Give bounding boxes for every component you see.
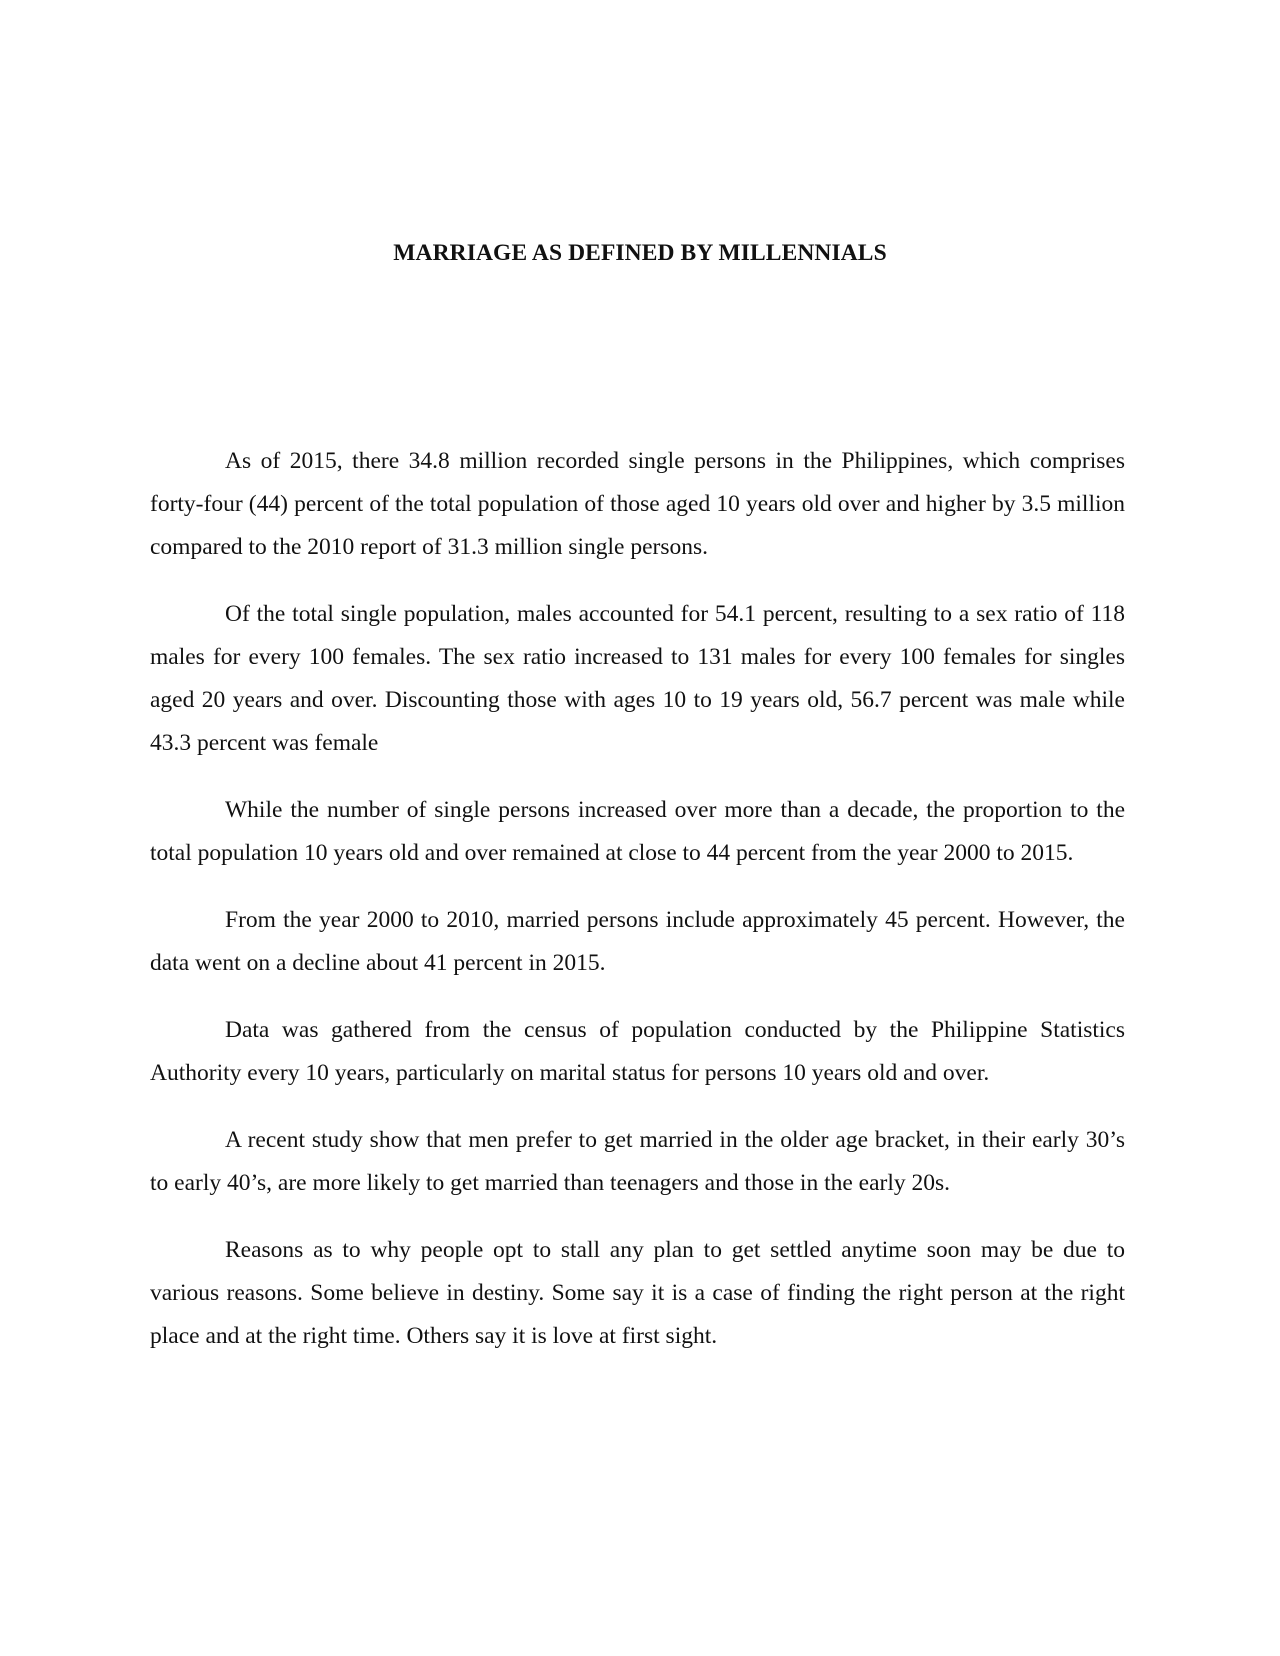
paragraph-single-persons-2015: As of 2015, there 34.8 million recorded single persons in the Philippines, which comprises forty-four (44) percent of the total population of those aged 10 years old over and higher by 3.5 million compared to the 2010 report of 31.3 million single persons. — [150, 448, 1125, 560]
document-body — [150, 440, 1125, 1382]
paragraph-proportion-trend: While the number of single persons increased over more than a decade, the proportion to the total population 10 years old and over remained at close to 44 percent from the year 2000 to 2015. — [150, 797, 1125, 866]
paragraph-sex-ratio: Of the total single population, males accounted for 54.1 percent, resulting to a sex ratio of 118 males for every 100 females. The sex ratio increased to 131 males for every 100 females for singles aged 20 years and over. Discounting those with ages 10 to 19 years old, 56.7 percent was male while 43.3 percent was female — [150, 601, 1125, 756]
paragraph-reasons: Reasons as to why people opt to stall any plan to get settled anytime soon may be due to various reasons. Some believe in destiny. Some say it is a case of finding the right person at the right place and at the right time. Others say it is love at first sight. — [150, 1237, 1125, 1349]
paragraph-data-source: Data was gathered from the census of population conducted by the Philippine Statistics Authority every 10 years, particularly on marital status for persons 10 years old and over. — [150, 1017, 1125, 1086]
paragraph-recent-study: A recent study show that men prefer to get married in the older age bracket, in their early 30’s to early 40’s, are more likely to get married than teenagers and those in the early 20s. — [150, 1127, 1125, 1196]
paragraph-married-persons: From the year 2000 to 2010, married persons include approximately 45 percent. However, the data went on a decline about 41 percent in 2015. — [150, 907, 1125, 976]
document-title: MARRIAGE AS DEFINED BY MILLENNIALS — [393, 240, 887, 266]
